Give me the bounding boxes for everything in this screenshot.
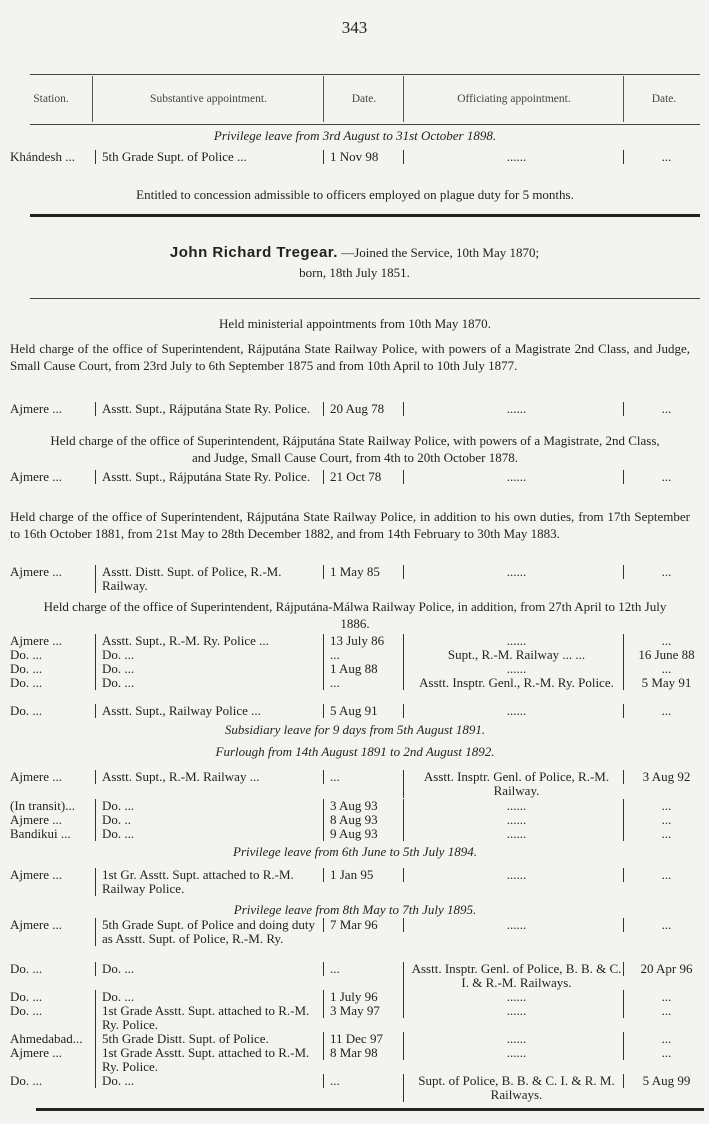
cell-officiating-date: 20 Apr 96: [623, 962, 703, 976]
cell-station: Ajmere ...: [10, 1045, 62, 1060]
cell-date: ...: [323, 676, 403, 690]
cell-station: Do. ...: [10, 989, 43, 1004]
cell-officiating-date: ...: [623, 868, 703, 882]
cell-substantive: Asstt. Distt. Supt. of Police, R.-M. Railway.: [95, 565, 323, 593]
cell-officiating-date: ...: [623, 813, 703, 827]
cell-date: 1 Jan 95: [323, 868, 403, 882]
cell-date: 1 May 85: [323, 565, 403, 579]
header-bottom-rule: [30, 124, 700, 125]
cell-officiating-date: ...: [623, 150, 703, 164]
cell-officiating: ......: [403, 827, 623, 841]
paragraph: Held charge of the office of Superintendent, Rájputána State Railway Police, with powers of a Magistrate 2nd Class, and Judge, Small Cause Court, from 23rd July to 6th September 1875 and from 10th April to 10th July 1877.: [10, 341, 690, 373]
cell-officiating-date: ...: [623, 827, 703, 841]
cell-substantive: Do. ...: [95, 662, 323, 676]
header-date: Date.: [323, 76, 404, 122]
cell-station: Do. ...: [10, 703, 43, 718]
cell-station: Ahmedabad...: [10, 1031, 83, 1046]
cell-station: Do. ...: [10, 661, 43, 676]
note: Held charge of the office of Superintendent, Rájputána-Málwa Railway Police, in addition, from 27th April to 12th July 1886.: [43, 599, 667, 631]
cell-substantive: 5th Grade Supt. of Police ...: [95, 150, 323, 164]
officer-heading: [0, 243, 709, 283]
cell-officiating: ......: [403, 868, 623, 882]
cell-station: Do. ...: [10, 675, 43, 690]
cell-substantive: Asstt. Supt., R.-M. Railway ...: [95, 770, 323, 784]
header-station: Station.: [33, 93, 69, 105]
page-number: 343: [341, 18, 368, 37]
cell-substantive: Do. ..: [95, 813, 323, 827]
cell-officiating-date: 5 Aug 99: [623, 1074, 703, 1088]
cell-officiating: ......: [403, 1004, 623, 1018]
cell-officiating: ......: [403, 704, 623, 718]
cell-officiating-date: ...: [623, 704, 703, 718]
cell-substantive: Do. ...: [95, 990, 323, 1004]
cell-station: Ajmere ...: [10, 633, 62, 648]
cell-officiating-date: ...: [623, 634, 703, 648]
note: Subsidiary leave for 9 days from 5th August 1891.: [224, 722, 486, 737]
cell-date: 7 Mar 96: [323, 918, 403, 932]
cell-officiating: ......: [403, 402, 623, 416]
cell-officiating-date: ...: [623, 402, 703, 416]
cell-date: 3 Aug 93: [323, 799, 403, 813]
cell-officiating: ......: [403, 470, 623, 484]
cell-officiating-date: ...: [623, 470, 703, 484]
cell-officiating-date: ...: [623, 1046, 703, 1060]
cell-officiating: ......: [403, 662, 623, 676]
cell-date: ...: [323, 770, 403, 784]
note: Held charge of the office of Superintendent, Rájputána State Railway Police, with powers of a Magistrate, 2nd Class, and Judge, Small Cause Court, from 4th to 20th October 1878.: [50, 433, 660, 465]
cell-officiating: ......: [403, 813, 623, 827]
officer-name: John Richard Tregear.: [169, 244, 338, 261]
cell-station: Do. ...: [10, 1003, 43, 1018]
cell-officiating-date: 3 Aug 92: [623, 770, 703, 784]
cell-date: ...: [323, 648, 403, 662]
cell-substantive: 1st Grade Asstt. Supt. attached to R.-M. Ry. Police.: [95, 1046, 323, 1074]
cell-date: 8 Aug 93: [323, 813, 403, 827]
cell-station: Do. ...: [10, 647, 43, 662]
cell-date: 21 Oct 78: [323, 470, 403, 484]
cell-officiating: ......: [403, 1032, 623, 1046]
cell-substantive: Do. ...: [95, 648, 323, 662]
cell-officiating-date: ...: [623, 565, 703, 579]
cell-officiating: ......: [403, 565, 623, 579]
cell-station: Ajmere ...: [10, 867, 62, 882]
note: Privilege leave from 6th June to 5th July 1894.: [233, 844, 477, 859]
header-officiating: Officiating appointment.: [403, 76, 624, 122]
cell-substantive: Do. ...: [95, 1074, 323, 1088]
cell-substantive: Asstt. Supt., Rájputána State Ry. Police.: [95, 402, 323, 416]
cell-date: 13 July 86: [323, 634, 403, 648]
cell-station: Ajmere ...: [10, 812, 62, 827]
cell-substantive: Asstt. Supt., R.-M. Ry. Police ...: [95, 634, 323, 648]
cell-substantive: 1st Gr. Asstt. Supt. attached to R.-M. Railway Police.: [95, 868, 323, 896]
cell-date: ...: [323, 1074, 403, 1088]
officer-born: born, 18th July 1851.: [299, 265, 410, 280]
cell-date: ...: [323, 962, 403, 976]
cell-officiating: Supt. of Police, B. B. & C. I. & R. M. Railways.: [403, 1074, 623, 1102]
note: Held ministerial appointments from 10th May 1870.: [219, 316, 491, 331]
officer-rule: [30, 298, 700, 299]
cell-station: Do. ...: [10, 1073, 43, 1088]
cell-station: Ajmere ...: [10, 917, 62, 932]
cell-officiating-date: ...: [623, 918, 703, 932]
cell-officiating: Asstt. Insptr. Genl. of Police, B. B. & C. I. & R.-M. Railways.: [403, 962, 623, 990]
cell-officiating: ......: [403, 150, 623, 164]
paragraph: Held charge of the office of Superintendent, Rájputána State Railway Police, in addition to his own duties, from 17th September to 16th October 1881, from 21st May to 28th December 1882, and from 14th February to 30th May 1883.: [10, 509, 690, 541]
cell-date: 9 Aug 93: [323, 827, 403, 841]
header-top-rule: [30, 74, 700, 75]
cell-station: (In transit)...: [10, 798, 75, 813]
cell-substantive: Do. ...: [95, 962, 323, 976]
cell-station: Khándesh ...: [10, 149, 75, 164]
cell-substantive: Do. ...: [95, 827, 323, 841]
header-substantive: Substantive appointment.: [92, 76, 324, 122]
cell-date: 1 Nov 98: [323, 150, 403, 164]
cell-station: Ajmere ...: [10, 469, 62, 484]
cell-station: Do. ...: [10, 961, 43, 976]
cell-date: 3 May 97: [323, 1004, 403, 1018]
cell-date: 5 Aug 91: [323, 704, 403, 718]
cell-substantive: Do. ...: [95, 799, 323, 813]
header-officiating-date: Date.: [623, 76, 704, 122]
cell-date: 1 July 96: [323, 990, 403, 1004]
cell-officiating-date: ...: [623, 799, 703, 813]
cell-officiating: Supt., R.-M. Railway ... ...: [403, 648, 623, 662]
officer-joined: —Joined the Service, 10th May 1870;: [341, 245, 540, 260]
table-header: [0, 76, 709, 122]
note: Furlough from 14th August 1891 to 2nd August 1892.: [215, 744, 495, 759]
cell-officiating-date: ...: [623, 1004, 703, 1018]
cell-officiating-date: 5 May 91: [623, 676, 703, 690]
bottom-rule: [36, 1108, 704, 1111]
cell-officiating: Asstt. Insptr. Genl., R.-M. Ry. Police.: [403, 676, 623, 690]
note: Entitled to concession admissible to officers employed on plague duty for 5 months.: [136, 187, 574, 202]
cell-officiating: ......: [403, 990, 623, 1004]
note: Privilege leave from 8th May to 7th July 1895.: [233, 902, 477, 917]
cell-date: 11 Dec 97: [323, 1032, 403, 1046]
cell-officiating: ......: [403, 634, 623, 648]
cell-station: Ajmere ...: [10, 769, 62, 784]
cell-station: Ajmere ...: [10, 564, 62, 579]
cell-substantive: Asstt. Supt., Railway Police ...: [95, 704, 323, 718]
section-rule: [30, 214, 700, 217]
cell-date: 8 Mar 98: [323, 1046, 403, 1060]
cell-substantive: 5th Grade Distt. Supt. of Police.: [95, 1032, 323, 1046]
cell-station: Bandikui ...: [10, 826, 71, 841]
cell-officiating: ......: [403, 799, 623, 813]
cell-substantive: 1st Grade Asstt. Supt. attached to R.-M. Ry. Police.: [95, 1004, 323, 1032]
cell-officiating: ......: [403, 918, 623, 932]
cell-officiating: ......: [403, 1046, 623, 1060]
cell-substantive: Asstt. Supt., Rájputána State Ry. Police.: [95, 470, 323, 484]
cell-substantive: Do. ...: [95, 676, 323, 690]
cell-officiating-date: ...: [623, 990, 703, 1004]
note: Privilege leave from 3rd August to 31st October 1898.: [213, 128, 497, 143]
cell-officiating-date: ...: [623, 662, 703, 676]
cell-officiating-date: ...: [623, 1032, 703, 1046]
cell-substantive: 5th Grade Supt. of Police and doing duty as Asstt. Supt. of Police, R.-M. Ry.: [95, 918, 323, 946]
cell-date: 20 Aug 78: [323, 402, 403, 416]
cell-officiating: Asstt. Insptr. Genl. of Police, R.-M. Railway.: [403, 770, 623, 798]
cell-officiating-date: 16 June 88: [623, 648, 703, 662]
cell-station: Ajmere ...: [10, 401, 62, 416]
cell-date: 1 Aug 88: [323, 662, 403, 676]
